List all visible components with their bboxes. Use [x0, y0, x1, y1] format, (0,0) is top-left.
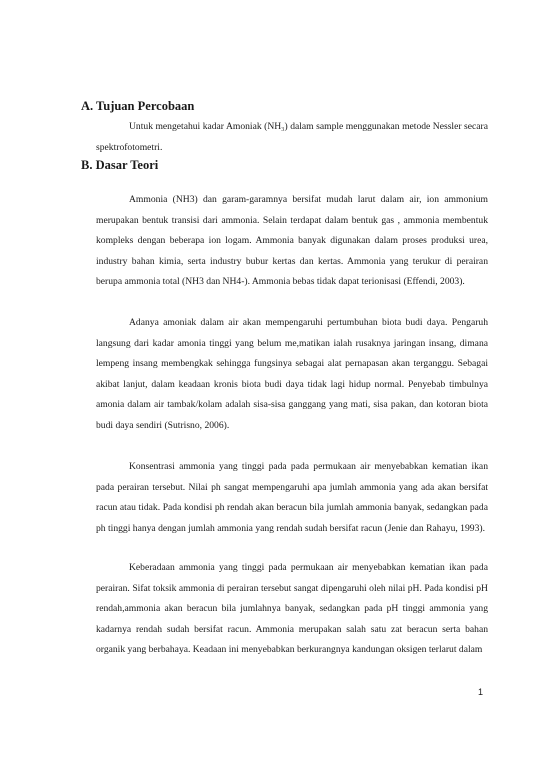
paragraph-dasar-teori-3: Konsentrasi ammonia yang tinggi pada pada permukaan air menyebabkan kematian ikan pada perairan tersebut. Nilai ph sangat mempengaruhi apa jumlah ammonia yang ada akan bersifat racun atau tidak. Pada kondisi ph rendah akan beracun bila jumlah ammonia banyak, sedangkan pada ph tinggi hanya dengan jumlah ammonia yang rendah sudah bersifat racun (Jenie dan Rahayu, 1993).	[96, 461, 488, 534]
paragraph-dasar-teori-2: Adanya amoniak dalam air akan mempengaruhi pertumbuhan biota budi daya. Pengaruh langsung dari kadar amonia tinggi yang belum me,matikan ialah rusaknya jaringan insang, dimana lempeng insang membengkak sehingga fungsinya sebagai alat pernapasan akan terganggu. Sebagai akibat lanjut, dalam keadaan kronis biota budi daya tidak lagi hidup normal. Penyebab timbulnya amonia dalam air tambak/kolam adalah sisa-sisa ganggang yang mati, sisa pakan, dan kotoran biota budi daya sendiri (Sutrisno, 2006).	[96, 317, 488, 431]
paragraph-dasar-teori-4: Keberadaan ammonia yang tinggi pada permukaan air menyebabkan kematian ikan pada perairan. Sifat toksik ammonia di perairan tersebut sangat dipengaruhi oleh nilai pH. Pada kondisi pH rendah,ammonia akan beracun bila jumlahnya banyak, sedangkan pada pH tinggi ammonia yang kadarnya rendah sudah bersifat racun. Ammonia merupakan salah satu zat beracun serta bahan organik yang berbahaya. Keadaan ini menyebabkan berkurangnya kandungan oksigen terlarut dalam	[96, 562, 488, 655]
heading-tujuan-percobaan: A. Tujuan Percobaan	[81, 99, 195, 113]
paragraph-tujuan: Untuk mengetahui kadar Amoniak (NH₃) dalam sample menggunakan metode Nessler secara spektrofotometri.	[96, 121, 488, 153]
page-number: 1	[478, 687, 484, 697]
paragraph-dasar-teori-1: Ammonia (NH3) dan garam-garamnya bersifat mudah larut dalam air, ion ammonium merupakan bentuk transisi dari ammonia. Selain terdapat dalam bentuk gas , ammonia membentuk kompleks dengan beberapa ion logam. Ammonia banyak digunakan dalam proses produksi urea, industry bahan kimia, serta industry bubur kertas dan kertas. Ammonia yang terukur di perairan berupa ammonia total (NH3 dan NH4-). Ammonia bebas tidak dapat terionisasi (Effendi, 2003).	[96, 194, 488, 287]
heading-dasar-teori: B. Dasar Teori	[81, 158, 159, 172]
